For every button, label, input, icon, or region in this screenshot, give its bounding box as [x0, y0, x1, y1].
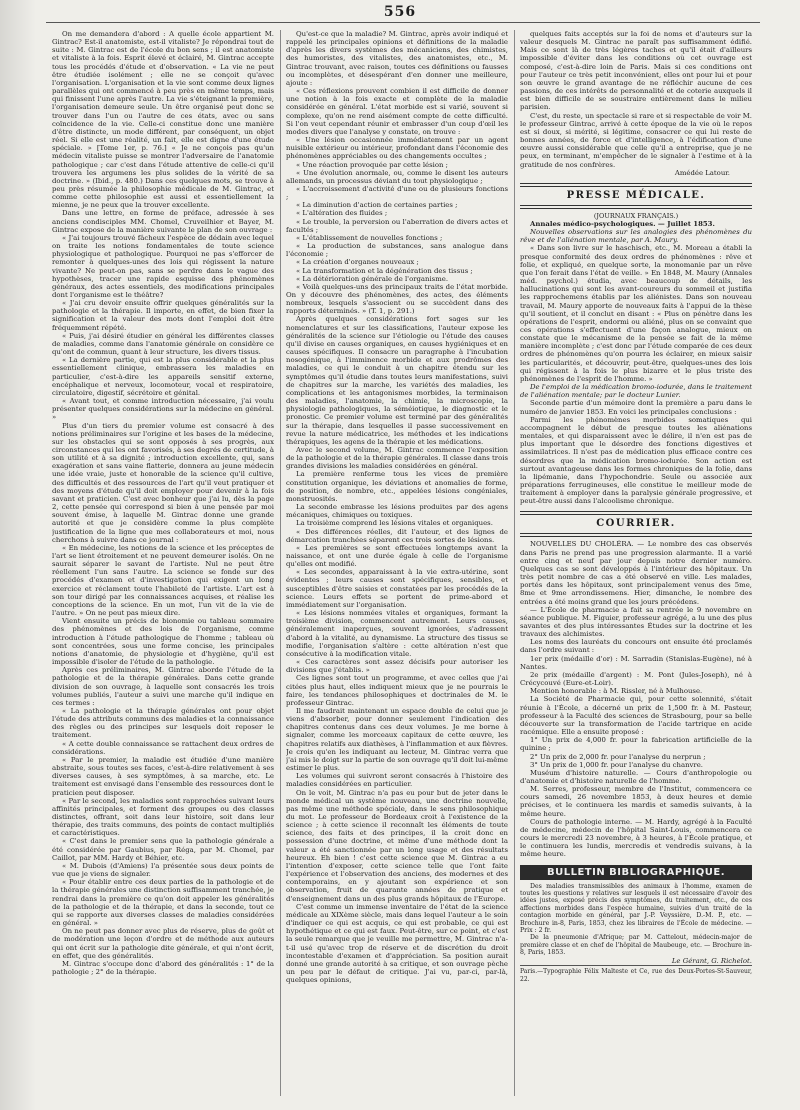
paragraph: « Ces réflexions prouvent combien il est difficile de donner une notion à la fois exacte et complète de la maladie considérée en général. L'état morbide est si varié, souvent si complexe, qu'on ne rend aisément compte de cette difficulté. Si l'on veut cependant réunir et embrasser d'un coup d'œil les modes divers que l'analyse y constate, on trouve :: [286, 87, 508, 136]
paragraph: « La création d'organes nouveaux ;: [296, 258, 419, 267]
paragraph: « Une évolution anormale, ou, comme le disent les auteurs allemands, un processus déviant du tout physiologique ;: [286, 168, 508, 185]
paragraph: « Une lésion occasionnée immédiatement par un agent nuisible extérieur ou intérieur, profondant dans l'économie des phénomènes appréciables ou des changements occultes ;: [286, 136, 508, 161]
paragraph: 3° Un prix de 1,000 fr. pour l'analyse du chanvre.: [530, 760, 703, 769]
paragraph: On me demandera d'abord : A quelle école appartient M. Gintrac? Est-il anatomiste, est-il vitaliste? Je répondrai tout de suite : M. Gintrac est de l'école du bon sens ; il est anatomiste et vitaliste à la fois. Esprit élevé et éclairé, M. Gintrac accepte tous les procédés d'étude et d'observation. « La vie ne peut être étudiée isolément ; elle ne se conçoit qu'avec l'organisation. L'organisation et la vie sont comme deux lignes parallèles qui ont commencé à peu près en même temps, mais qui finissent l'une après l'autre. La vie s'éteignant la première, l'organisation demeure seule. Un être organisé peut donc se trouver dans l'un ou l'autre de ces états, avec ou sans coïncidence de la vie. Celle-ci constitue donc une manière d'être distincte, un mode différent, par conséquent, un objet réel. Si elle est une réalité, un fait, elle est digne d'une étude spéciale. » [Tome 1er, p. 76.] « Je ne conçois pas qu'un médecin vitaliste puisse se montrer l'adversaire de l'anatomie pathologique ; car c'est dans l'étude attentive de celle-ci qu'il trouvera les argumens les plus solides de la vérité de sa doctrine. » (Ibid., p. 480.) Dans ces quelques mots, se trouve à peu près résumée la philosophie médicale de M. Gintrac, et comme cette philosophie est aussi et essentiellement la mienne, je ne peux que la trouver excellente.: [52, 30, 274, 210]
bibliography-entry: De la pneumonie d'Afrique; par M. Cattelout, médecin-major de première classe et en chef de l'hôpital de Maubeuge, etc. — Brochure in-8, Paris, 1853.: [520, 934, 752, 957]
paragraph: M. Gintrac s'occupe donc d'abord des généralités : 1° de la pathologie ; 2° de la thérapie.: [52, 959, 274, 976]
paragraph: « La transformation et la dégénération des tissus ;: [296, 266, 473, 275]
paragraph: « La diminution d'action de certaines parties ;: [296, 201, 458, 210]
paragraph: 1° Un prix de 4,000 fr. pour la fabrication artificielle de la quinine ;: [520, 736, 752, 753]
paragraph: Après quelques considérations fort sages sur les nomenclatures et sur les classifications, l'auteur expose les généralités de la science sur l'étiologie ou l'étude des causes qu'il divise en causes organiques, en causes hygiéniques et en causes spécifiques. Il consacre un paragraphe à l'incubation nosogénique, à l'imminence morbide et aux prodrômes des maladies, ce qui le conduit à un chapitre étendu sur les symptômes qu'il étudie dans toutes leurs manifestations, suivi de chapitres sur la marche, les variétés des maladies, les complications et les antagonismes morbides, la terminaison des maladies, l'anatomie, la chimie, la microscopie, la physiologie pathologiques, la séméiotique, le diagnostic et le pronostic. Ce premier volume est terminé par des généralités sur la thérapie, dans lesquelles il passe successivement en revue la nature médicatrice, les méthodes et les indications thérapiques, les agens de la thérapie et les médications.: [286, 315, 508, 446]
paragraph: Ces lignes sont tout un programme, et avec celles que j'ai citées plus haut, elles indiquent mieux que je ne pourrais le faire, les tendances philosophiques et doctrinales de M. le professeur Gintrac.: [286, 674, 508, 707]
section-rule: [520, 183, 752, 187]
header-rule: [46, 22, 760, 23]
paragraph: « L'accroissement d'activité d'une ou de plusieurs fonctions ;: [286, 184, 508, 202]
column-middle: [286, 30, 508, 1098]
paragraph: La Société de Pharmacie qui, pour cette solennité, s'était réunie à l'École, a décerné un prix de 1,500 fr. à M. Pasteur, professeur à la Faculté des sciences de Strasbourg, pour sa belle découverte sur la transformation de l'acide tartrique en acide racémique. Elle a ensuite proposé :: [520, 695, 752, 737]
paragraph: « C'est dans le premier sens que la pathologie générale a été considérée par Gaubius, par Réga, par M. Chomel, par Caillot, par MM. Hardy et Béhier, etc.: [52, 837, 274, 862]
paragraph: On ne peut pas donner avec plus de réserve, plus de goût et de modération une leçon d'ordre et de méthode aux auteurs qui ont écrit sur la pathologie dite générale, et qui n'ont écrit, en effet, que des généralités.: [52, 927, 274, 960]
paragraph: « Pour établir entre ces deux parties de la pathologie et de la thérapie générales une distinction suffisamment tranchée, je rendrai dans la première ce qu'on doit appeler les généralités de la pathologie et de la thérapie, et dans la seconde, tout ce qui se rapporte aux diverses classes de maladies considérées en général. »: [52, 878, 274, 928]
paragraph: C'est, du reste, un spectacle si rare et si respectable de voir M. le professeur Gintrac, arrivé à cette époque de la vie où le repos est si doux, si mérité, si légitime, consacrer ce qui lui reste de bonnes années, de force et d'intelligence, à l'édification d'une œuvre aussi considérable que celle qu'il a entreprise, que je ne peux, en terminant, m'empêcher de le signaler à l'estime et à la gratitude de nos confrères.: [520, 111, 752, 169]
paragraph: « Avant tout, et comme introduction nécessaire, j'ai voulu présenter quelques considérations sur la médecine en général. »: [52, 397, 274, 422]
section-rule: [520, 511, 752, 515]
paragraph: « Par le premier, la maladie est étudiée d'une manière abstraite, sous toutes ses faces, c'est-à-dire relativement à ses diverses causes, à ses symptômes, à sa marche, etc. Le traitement est envisagé dans l'ensemble des ressources dont le praticien peut disposer.: [52, 755, 274, 797]
bulletin-banner: BULLETIN BIBLIOGRAPHIQUE.: [520, 865, 752, 880]
gerant-signature: Le Gérant, G. Richelot.: [671, 956, 752, 965]
paragraph: 1er prix (médaille d'or) : M. Sarradin (Stanislas-Eugène), né à Nantes.: [520, 654, 752, 671]
author-signature: Amédée Latour.: [674, 168, 730, 177]
paragraph: « La pathologie et la thérapie générales ont pour objet l'étude des attributs communs des maladies et la connaissance des règles ou des principes sur lesquels doit reposer le traitement.: [52, 706, 274, 740]
paragraph: « M. Dubois (d'Amiens) l'a présentée sous deux points de vue que je viens de signaler.: [52, 861, 274, 879]
printer-imprint: Paris.—Typographie Félix Malteste et Ce, rue des Deux-Portes-St-Sauveur, 22.: [520, 965, 752, 984]
paragraph: Muséum d'histoire naturelle. — Cours d'anthropologie ou d'anatomie et d'histoire naturelle de l'homme.: [520, 768, 752, 785]
paragraph: « Les secondes, apparaissant à la vie extra-utérine, sont évidentes ; leurs causes sont spécifiques, sensibles, et susceptibles d'être saisies et constatées par les procédés de la science. Leurs effets se portent de prime-abord et immédiatement sur l'organisation.: [286, 568, 508, 609]
paragraph: M. Serres, professeur, membre de l'Institut, commencera ce cours samedi, 26 novembre 1853, à deux heures et demie précises, et le continuera les mardis et samedis suivants, à la même heure.: [520, 785, 752, 818]
section-subtitle: (JOURNAUX FRANÇAIS.): [593, 211, 679, 220]
section-courrier: [520, 511, 752, 537]
column-right: [520, 30, 752, 1098]
paragraph: « Ces caractères sont assez décisifs pour autoriser les divisions que j'établis. »: [286, 658, 508, 675]
paragraph: « J'ai cru devoir ensuite offrir quelques généralités sur la pathologie et la thérapie. Il importe, en effet, de bien fixer la signification et la valeur des mots dont l'emploi doit être fréquemment répété.: [52, 299, 274, 332]
paragraph: Les noms des lauréats du concours ont ensuite été proclamés dans l'ordre suivant :: [520, 638, 752, 655]
paragraph: Avec le second volume, M. Gintrac commence l'exposition de la pathologie et de la thérapie générales. Il classe dans trois grandes divisions les maladies considérées en général.: [286, 445, 508, 471]
paragraph: « Puis, j'ai désiré étudier en général les différentes classes de maladies, comme dans l'anatomie générale on considère ce qu'ont de commun, quant à leur structure, les divers tissus.: [52, 331, 274, 357]
paragraph: « L'établissement de nouvelles fonctions ;: [296, 233, 443, 242]
paragraph: 2e prix (médaille d'argent) : M. Pont (Jules-Joseph), né à Crécycouvé (Eure-et-Loir).: [520, 670, 752, 688]
section-rule: [520, 533, 752, 537]
article-title: Nouvelles observations sur les analogies des phénomènes du rêve et de l'aliénation mentale, par A. Maury.: [520, 228, 752, 245]
paragraph: « La production de substances, sans analogue dans l'économie ;: [286, 242, 508, 259]
column-left: [52, 30, 274, 1098]
paragraph: NOUVELLES DU CHOLÉRA. — Le nombre des cas observés dans Paris ne prend pas une progression alarmante. Il a varié entre cinq et neuf par jour depuis notre dernier numéro. Quelques cas se sont développés à l'intérieur des hôpitaux. Un très petit nombre de cas a été observé en ville. Les malades, portés dans les hôpitaux, sont principalement venus des 5me, 8me et 9me arrondissemens. Hier, dimanche, le nombre des entrées a été moins grand que les jours précédens.: [520, 540, 752, 606]
paragraph: Mention honorable : à M. Rissler, né à Mulhouse.: [530, 687, 703, 696]
paragraph: « Le trouble, la perversion ou l'aberration de divers actes et facultés ;: [286, 217, 508, 234]
paragraph: Vient ensuite un précis de bionomie ou tableau sommaire des phénomènes et des lois de l'organisme, comme introduction à l'étude pathologique de l'homme ; tableau où sont concentrées, sous une forme concise, les principales notions d'anatomie, de physiologie et d'hygiène, qu'il est impossible d'isoler de l'étude de la pathologie.: [52, 617, 274, 667]
paragraph: « En médecine, les notions de la science et les préceptes de l'art se lient étroitement et ne peuvent demeurer isolés. On ne saurait séparer le savant de l'artiste. Nul ne peut être réellement l'un sans l'autre. La science se fonde sur des procédés d'examen et d'investigation qui exigent un long exercice et réclament toute l'habileté de l'artiste. L'art est à son tour dirigé par les connaissances acquises, et réalise les conceptions de la science. En un mot, l'un vit de la vie de l'autre. » On ne peut pas mieux dire.: [52, 543, 274, 618]
section-title: PRESSE MÉDICALE.: [566, 189, 706, 201]
paragraph: Après ces préliminaires, M. Gintrac aborde l'étude de la pathologie et de la thérapie générales. Dans cette grande division de son ouvrage, à laquelle sont consacrés les trois volumes publiés, l'auteur a suivi une marche qu'il indique en ces termes :: [52, 666, 274, 707]
paragraph: « Par le second, les maladies sont rapprochées suivant leurs affinités principales, et forment des groupes ou des classes distinctes, offrant, soit dans leur histoire, soit dans leur thérapie, des traits communs, des points de contact multipliés et caractéristiques.: [52, 796, 274, 838]
paragraph: « La détérioration générale de l'organisme.: [296, 274, 449, 283]
column-divider: [514, 30, 515, 1096]
paragraph: quelques faits acceptés sur la foi de noms et d'auteurs sur la valeur desquels M. Gintrac ne paraît pas suffisamment édifié. Mais ce sont là de très légères taches et qu'il était d'ailleurs impossible d'éviter dans les conditions où cet ouvrage est composé, c'est-à-dire loin de Paris. Mais si ces conditions ont pour l'auteur ce très petit inconvénient, elles ont pour lui et pour son œuvre le grand avantage de ne réfléchir aucune de ces passions, de ces intérêts de personnalité et de coterie auxquels il est bien difficile de se soustraire entièrement dans le milieu parisien.: [520, 30, 752, 112]
paragraph: La troisième comprend les lésions vitales et organiques.: [296, 519, 493, 528]
paragraph: « Dans son livre sur le haschisch, etc., M. Moreau a établi la presque conformité des deux ordres de phénomènes : rêve et folie, et expliqué, en quelque sorte, la monomanie par un rêve que l'on ferait dans l'état de veille. » En 1848, M. Maury (Annales méd. psychol.) étudia, avec beaucoup de détails, les hallucinations qui sont les avant-coureurs du sommeil et justifia les rapprochemens établis par les aliénistes. Dans son nouveau travail, M. Maury apporte de nouveaux faits à l'appui de la thèse qu'il soutient, et il conclut en disant : « Plus on pénètre dans les opérations de l'esprit, endormi ou aliéné, plus on se convaint que ces opérations s'effectuent d'une façon analogue, mieux on constate que le mécanisme de la pensée se fait de la même manière incomplète ; c'est donc par l'étude comparée de ces deux ordres de phénomènes qu'on pourra les éclairer, en mieux saisir les particularités, et découvrir, peut-être, quelques-unes des lois qui régissent à la fois le plus bizarre et le plus triste des phénomènes de l'esprit de l'homme. »: [520, 244, 752, 383]
paragraph: Les volumes qui suivront seront consacrés à l'histoire des maladies considérées en particulier.: [286, 772, 508, 789]
paragraph: — L'École de pharmacie a fait sa rentrée le 9 novembre en séance publique. M. Figuier, professeur agrégé, a lu une des plus savantes et des plus intéressantes Études sur la doctrine et les travaux des alchimistes.: [520, 605, 752, 639]
article-title: De l'emploi de la médication bromo-iodurée, dans le traitement de l'aliénation mentale; par le docteur Lunier.: [520, 383, 752, 400]
paragraph: 2° Un prix de 2,000 fr. pour l'analyse du nerprun ;: [530, 752, 706, 761]
journal-heading: Annales médico-psychologiques. — Juillet 1853.: [530, 219, 715, 228]
section-rule: [520, 205, 752, 209]
column-divider: [280, 30, 281, 1096]
paragraph: Qu'est-ce que la maladie? M. Gintrac, après avoir indiqué et rappelé les principales opinions et définitions de la maladie d'après les divers systèmes des mécaniciens, des chimistes, des humoristes, des vitalistes, des anatomistes, etc., M. Gintrac trouvant, avec raison, toutes ces définitions ou fausses ou incomplètes, et désespérant d'en donner une meilleure, ajoute :: [286, 30, 508, 87]
paragraph: « Les premières se sont effectuées longtemps avant la naissance, et ont une durée égale à celle de l'organisme qu'elles ont modifié.: [286, 543, 508, 569]
paragraph: Dans une lettre, en forme de préface, adressée à ses anciens condisciples MM. Chomel, Cruveilhier et Bayer, M. Gintrac expose de la manière suivante le plan de son ouvrage :: [52, 209, 274, 234]
paragraph: « L'altération des fluides ;: [296, 209, 388, 218]
paragraph: C'est comme un immense inventaire de l'état de la science médicale au XIXème siècle, mais dans lequel l'auteur a le soin d'indiquer ce qui est acquis, ce qui est probable, ce qui est hypothétique et ce qui est faux. Peut-être, sur ce point, et c'est la seule remarque que je veuille me permettre, M. Gintrac n'a-t-il usé qu'avec trop de réserve et de discrétion du droit incontestable d'examen et d'appréciation. Sa position aurait donné une grande autorité à sa critique, et son ouvrage pèche un peu par le défaut de critique. J'ai vu, par-ci, par-là, quelques opinions,: [286, 902, 508, 985]
page-fold-shadow: [0, 0, 36, 1110]
paragraph: « Voilà quelques-uns des principaux traits de l'état morbide. On y découvre des phénomènes, des actes, des éléments nombreux, lesquels s'associent ou se succèdent dans des rapports déterminés. » (T. 1, p. 291.): [286, 282, 508, 316]
paragraph: « Les lésions nommées vitales et organiques, formant la troisième division, commencent autrement. Leurs causes, généralement inaperçues, souvent ignorées, s'adressent d'abord à la vitalité, au dynamisme. La structure des tissus se modifie, l'organisation s'altère : cette altération n'est que consécutive à la modification vitale.: [286, 609, 508, 658]
paragraph: « La dernière partie, qui est la plus considérable et la plus essentiellement clinique, embrassera les maladies en particulier, c'est-à-dire les appareils sensitif externe, encéphalique et nerveux, locomoteur, vocal et respiratoire, circulatoire, digestif, sécrétoire et génital.: [52, 356, 274, 397]
paragraph: Il me faudrait maintenant un espace double de celui que je viens d'absorber, pour donner seulement l'indication des chapitres contenus dans ces deux volumes. Je me borne à signaler, comme les morceaux capitaux de cette œuvre, les chapitres relatifs aux diathèses, à l'inflammation et aux fièvres. Je crois qu'en les indiquant au lecteur, M. Gintrac verra que j'ai mis le doigt sur la partie de son ouvrage qu'il doit lui-même estimer le plus.: [286, 706, 508, 773]
paragraph: « Des différences réelles, dit l'auteur, et des lignes de démarcation tranchées séparent ces trois sortes de lésions.: [286, 527, 508, 544]
paragraph: Seconde partie d'un mémoire dont la première a paru dans le numéro de janvier 1853. En voici les principales conclusions :: [520, 399, 752, 416]
paragraph: Parmi les phénomènes morbides somatiques qui accompagnent le début de presque toutes les aliénations mentales, et qui disparaissent avec le délire, il n'en est pas de plus important que le désordre des fonctions digestives et assimilatrices. Il n'est pas de médication plus efficace contre ces désordres que la médication bromo-iodurée. Son action est surtout avantageuse dans les formes chroniques de la folie, dans la lipémanie, dans l'hypochondrie. Seule ou associée aux préparations ferrugineuses, elle constitue le meilleur mode de traitement à employer dans la paralysie générale progressive, et peut-être aussi dans l'alcoolisme chronique.: [520, 415, 752, 506]
paragraph: Plus d'un tiers du premier volume est consacré à des notions préliminaires sur l'origine et les bases de la médecine, sur les obstacles qui se sont opposés à ses progrès, aux circonstances qui les ont favorisés, à ses degrés de certitude, à son utilité et à sa dignité ; introduction excellente, qui, sans exagération et sans vaine flatterie, donnera au jeune médecin une idée vraie, juste et honorable de la science qu'il cultive, des difficultés et des ressources de l'art qu'il veut pratiquer et des moyens d'étude qu'il doit employer pour devenir à la fois savant et praticien. C'est avec bonheur que j'ai lu, dès la page 2, cette pensée qui correspond si bien à une pensée par moi souvent émise, à laquelle M. Gintrac donne une grande autorité et que je considère comme la plus complète justification de la ligne que mes collaborateurs et moi, nous cherchons à suivre dans ce journal :: [52, 421, 274, 544]
paragraph: « A cette double connaissance se rattachent deux ordres de considérations.: [52, 739, 274, 756]
paragraph: Cours de pathologie interne. — M. Hardy, agrégé à la Faculté de médecine, médecin de l'hôpital Saint-Louis, commencera ce cours le mercredi 23 novembre, à 3 heures, à l'École pratique, et le continuera les lundis, mercredis et vendredis suivans, à la même heure.: [520, 817, 752, 859]
bibliography-entry: Des maladies transmissibles des animaux à l'homme, examen de toutes les questions y relatives sur lesquels il est nécessaire d'avoir des idées justes, exposé précis des symptômes, du traitement, etc., de ces affections morbides dans l'espèce humaine, suivies d'un traité de la contagion morbide en général, par J.-P. Veyssière, D.-M. P., etc. — Brochure in-8, Paris, 1853, chez les libraires de l'École de médecine. — Prix : 2 fr.: [520, 882, 752, 934]
section-presse-medicale: [520, 183, 752, 209]
paragraph: La seconde embrasse les lésions produites par des agens mécaniques, chimiques ou toxiques.: [286, 503, 508, 520]
paragraph: On le voit, M. Gintrac n'a pas eu pour but de jeter dans le monde médical un système nouveau, une doctrine nouvelle, pas même une méthode spéciale, dans le sens philosophique du mot. Le professeur de Bordeaux croit à l'existence de la science ; à cette science il reconnaît les éléments de toute science, des faits et des principes, il la croit donc en possession d'une doctrine, et même d'une méthode dont la valeur a été sanctionnée par un long usage et des résultats heureux. Eh bien ! c'est cette science que M. Gintrac a eu l'intention d'exposer, cette science telle que l'ont faite l'expérience et l'observation des anciens, des modernes et des contemporains, en y ajoutant son expérience et son observation, fruit de quarante années de pratique et d'enseignement dans un des plus grands hôpitaux de l'Europe.: [286, 788, 508, 903]
paragraph: « Une réaction provoquée par cette lésion ;: [296, 160, 448, 169]
paragraph: « J'ai toujours trouvé fâcheux l'espèce de dédain avec lequel on traite les notions fondamentales de toute science physiologique et pathologique. Pourquoi ne pas s'efforcer de remonter à quelques-unes des lois qui régissent la nature vivante? Ne peut-on pas, sans se perdre dans le vague des hypothèses, tracer une rapide esquisse des phénomènes généraux, des actes essentiels, des modifications principales dont l'organisme est le théâtre?: [52, 233, 274, 299]
page-number: 556: [383, 4, 417, 20]
section-title: COURRIER.: [596, 518, 676, 530]
paragraph: La première renferme tous les vices de première constitution organique, les déviations et anomalies de forme, de position, de nombre, etc., appelées lésions congéniales, monstruosités.: [286, 470, 508, 503]
